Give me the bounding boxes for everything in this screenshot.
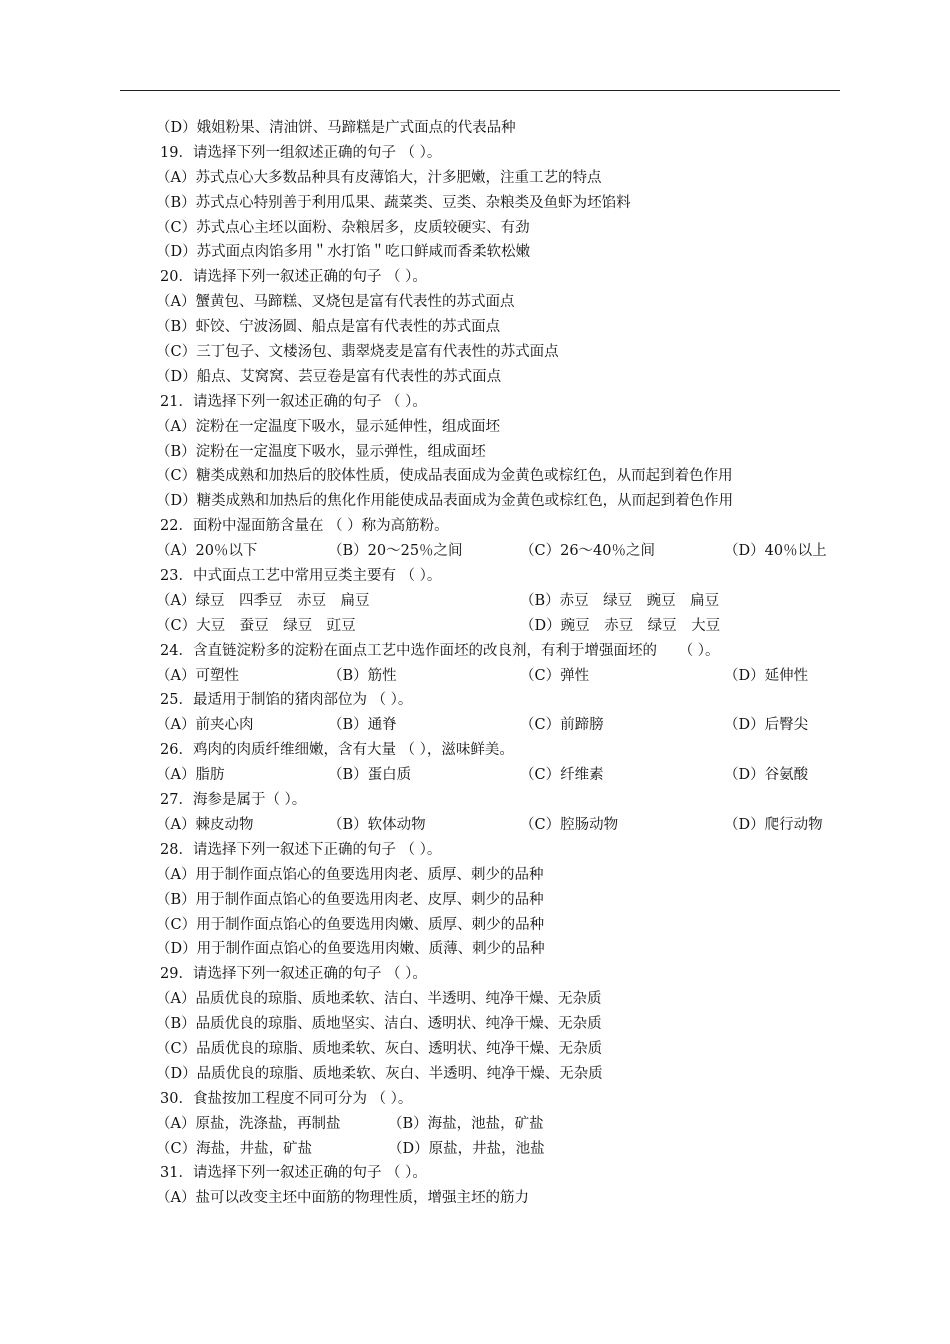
question-stem: 23．中式面点工艺中常用豆类主要有 （ ）。: [160, 568, 442, 585]
answer-option: （D）苏式面点肉馅多用＂水打馅＂吃口鲜咸而香柔软松嫩: [156, 244, 531, 261]
options-row: [156, 1112, 846, 1137]
answer-option: （A）用于制作面点馅心的鱼要选用肉老、质厚、刺少的品种: [156, 866, 544, 883]
options-row: [156, 713, 846, 738]
answer-option: （D）船点、艾窝窝、芸豆卷是富有代表性的苏式面点: [156, 368, 502, 385]
question-stem: 26．鸡肉的肉质纤维细嫩，含有大量 （ ），滋味鲜美。: [160, 742, 514, 759]
answer-option: （C）品质优良的琼脂、质地柔软、灰白、透明状、纯净干燥、无杂质: [156, 1040, 603, 1057]
answer-option: （B）20～25％之间: [328, 543, 463, 560]
answer-option: （C）海盐，井盐，矿盐: [156, 1140, 313, 1157]
question-stem: 30．食盐按加工程度不同可分为 （ ）。: [160, 1090, 413, 1107]
answer-option: （B）淀粉在一定温度下吸水，显示弹性，组成面坯: [156, 443, 486, 460]
question-stem: 27．海参是属于（ ）。: [160, 792, 307, 809]
question-stem: 19．请选择下列一组叙述正确的句子 （ ）。: [160, 144, 442, 161]
answer-option: （A）盐可以改变主坯中面筋的物理性质，增强主坯的筋力: [156, 1190, 529, 1207]
options-row: [156, 813, 846, 838]
answer-option: （C）苏式点心主坯以面粉、杂粮居多，皮质较硬实、有劲: [156, 219, 530, 236]
answer-option: （D）品质优良的琼脂、质地柔软、灰白、半透明、纯净干燥、无杂质: [156, 1065, 603, 1082]
answer-option: （B）苏式点心特别善于利用瓜果、蔬菜类、豆类、杂粮类及鱼虾为坯馅料: [156, 194, 631, 211]
answer-option: （B）软体动物: [328, 816, 426, 833]
answer-option: （A）20％以下: [156, 543, 258, 560]
answer-option: （C）糖类成熟和加热后的胶体性质，使成品表面成为金黄色或棕红色，从而起到着色作用: [156, 468, 733, 485]
answer-option: （C）弹性: [520, 667, 590, 684]
answer-option: （A）可塑性: [156, 667, 239, 684]
question-stem: 24．含直链淀粉多的淀粉在面点工艺中选作面坯的改良剂，有利于增强面坯的 （ ）。: [160, 642, 720, 659]
options-row: [156, 539, 846, 564]
question-stem: 28．请选择下列一叙述下正确的句子 （ ）。: [160, 841, 442, 858]
answer-option: （D）原盐，井盐，池盐: [388, 1140, 545, 1157]
options-row: [156, 763, 846, 788]
answer-option: （D）爬行动物: [724, 816, 823, 833]
question-stem: 22．面粉中湿面筋含量在 （ ）称为高筋粉。: [160, 518, 449, 535]
answer-option: （B）海盐，池盐，矿盐: [388, 1115, 544, 1132]
answer-option: （D）40％以上: [724, 543, 827, 560]
answer-option: （D）娥姐粉果、清油饼、马蹄糕是广式面点的代表品种: [156, 120, 516, 136]
options-row: [156, 1137, 846, 1162]
answer-option: （A）绿豆 四季豆 赤豆 扁豆: [156, 592, 370, 609]
answer-option: （B）筋性: [328, 667, 397, 684]
answer-option: （A）原盐，洗涤盐，再制盐: [156, 1115, 341, 1132]
answer-option: （C）用于制作面点馅心的鱼要选用肉嫩、质厚、刺少的品种: [156, 916, 545, 933]
answer-option: （D）用于制作面点馅心的鱼要选用肉嫩、质薄、刺少的品种: [156, 941, 545, 958]
options-row: [156, 664, 846, 689]
answer-option: （C）26～40％之间: [520, 543, 655, 560]
answer-option: （B）品质优良的琼脂、质地坚实、洁白、透明状、纯净干燥、无杂质: [156, 1016, 602, 1033]
answer-option: （A）脂肪: [156, 767, 225, 784]
answer-option: （B）蛋白质: [328, 767, 412, 784]
question-stem: 31．请选择下列一叙述正确的句子 （ ）。: [160, 1165, 427, 1182]
question-stem: 20．请选择下列一叙述正确的句子 （ ）。: [160, 269, 427, 286]
answer-option: （B）通脊: [328, 717, 397, 734]
answer-option: （A）前夹心肉: [156, 717, 254, 734]
answer-option: （C）大豆 蚕豆 绿豆 豇豆: [156, 617, 356, 634]
answer-option: （A）苏式点心大多数品种具有皮薄馅大，汁多肥嫩，注重工艺的特点: [156, 169, 602, 186]
answer-option: （A）棘皮动物: [156, 816, 254, 833]
answer-option: （C）三丁包子、文楼汤包、翡翠烧麦是富有代表性的苏式面点: [156, 344, 559, 361]
question-stem: 25．最适用于制馅的猪肉部位为 （ ）。: [160, 692, 413, 709]
options-row: [156, 589, 846, 614]
answer-option: （C）前蹄膀: [520, 717, 604, 734]
document-body: [156, 116, 846, 1211]
question-stem: 21．请选择下列一叙述正确的句子 （ ）。: [160, 393, 427, 410]
answer-option: （C）纤维素: [520, 767, 604, 784]
header-rule: [120, 90, 840, 91]
answer-option: （B）赤豆 绿豆 豌豆 扁豆: [520, 592, 720, 609]
answer-option: （D）豌豆 赤豆 绿豆 大豆: [520, 617, 721, 634]
answer-option: （D）谷氨酸: [724, 767, 809, 784]
answer-option: （A）品质优良的琼脂、质地柔软、洁白、半透明、纯净干燥、无杂质: [156, 991, 602, 1008]
answer-option: （D）延伸性: [724, 667, 809, 684]
answer-option: （D）后臀尖: [724, 717, 809, 734]
answer-option: （A）淀粉在一定温度下吸水，显示延伸性，组成面坯: [156, 418, 500, 435]
question-stem: 29．请选择下列一叙述正确的句子 （ ）。: [160, 966, 427, 983]
answer-option: （B）虾饺、宁波汤圆、船点是富有代表性的苏式面点: [156, 319, 501, 336]
answer-option: （B）用于制作面点馅心的鱼要选用肉老、皮厚、刺少的品种: [156, 891, 544, 908]
answer-option: （D）糖类成熟和加热后的焦化作用能使成品表面成为金黄色或棕红色，从而起到着色作用: [156, 493, 734, 510]
answer-option: （C）腔肠动物: [520, 816, 619, 833]
answer-option: （A）蟹黄包、马蹄糕、叉烧包是富有代表性的苏式面点: [156, 294, 515, 311]
options-row: [156, 614, 846, 639]
